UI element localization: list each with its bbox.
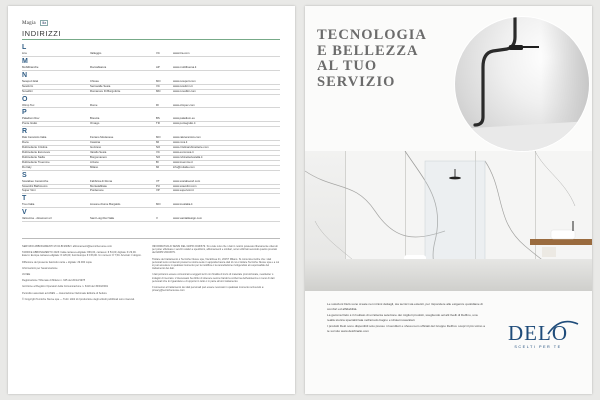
city: Lissone-Fiume Borgaldo	[90, 203, 121, 207]
directory-letter: L	[22, 44, 27, 51]
legal-paragraph: Il consenso al trattamento dei dati personali può essere revocato in qualsiasi momento scrivendo a: privacy@tecnichenuove.com	[152, 286, 264, 293]
company-name: Olimp Tec	[22, 103, 35, 107]
city: Sant Luigi Del Valle	[90, 217, 115, 221]
left-page	[8, 6, 295, 394]
city: Pordenone	[90, 189, 104, 193]
advert-headline	[317, 28, 427, 90]
website[interactable]: www.rubinetteriestella.it	[173, 155, 203, 159]
city: Montelabbate	[90, 184, 107, 188]
province: MI	[156, 141, 160, 145]
footer-divider	[22, 238, 280, 239]
province: NO	[156, 146, 161, 150]
city: Gozzano	[90, 146, 102, 150]
province: VP	[156, 189, 160, 193]
province: VC	[156, 150, 160, 154]
directory-row	[22, 52, 280, 57]
website[interactable]: www.treemme.it	[173, 160, 193, 164]
brand-tagline: SCELTI PER TE	[514, 345, 562, 349]
website[interactable]: www.olmpec.com	[173, 103, 195, 107]
headline-line: E BELLEZZA	[317, 42, 419, 59]
directory-group	[22, 72, 280, 95]
directory-letter: M	[22, 57, 28, 65]
magazine-logo	[22, 20, 48, 26]
legal-paragraph: JUXEE	[22, 273, 31, 277]
website[interactable]: www.pontegiulio.it	[173, 122, 196, 126]
province: MI	[156, 165, 160, 169]
province: VT	[156, 179, 160, 183]
province: AP	[156, 65, 160, 69]
website[interactable]: www.roca.it	[173, 141, 188, 145]
website[interactable]: www.novellini.com	[173, 89, 196, 93]
website[interactable]: www.scavolini.com	[173, 184, 197, 188]
delo-logo	[488, 322, 588, 349]
website[interactable]: www.scarabeosrl.com	[173, 179, 201, 183]
city: Serravalle Sesia	[90, 84, 111, 88]
headline-line: SERVIZIO	[317, 73, 396, 90]
directory-letter: V	[22, 209, 27, 217]
faucet-icon	[455, 17, 590, 152]
company-name: Ponte Giulio	[22, 122, 38, 126]
right-page-advert	[305, 6, 592, 394]
province: MO	[156, 136, 161, 140]
province: V	[156, 217, 158, 221]
bathroom-floor	[305, 259, 592, 291]
legal-paragraph: Titolare del trattamento è Tecniche Nuove spa, Via Eritrea 21, 20157 Milano. Si comunica inoltre che i dati personali sono contenuti presso la nostra sede in apposita banca dati di cui è titolare Tecniche Nuove spa e a cui si può accedere in qualsiasi momento per la modifica o la cancellazione rivolgendosi al responsabile del trattamento dei dati.	[152, 257, 280, 271]
company-name: Rak Ceramics Italia	[22, 136, 47, 140]
directory-letter: P	[22, 109, 27, 117]
directory-group	[22, 172, 280, 195]
legal-column-2	[152, 245, 280, 295]
city: Brescia	[90, 117, 100, 121]
heading-divider	[22, 39, 280, 40]
company-name: Lira	[22, 52, 27, 55]
website[interactable]: info@ruitalia.com	[173, 165, 195, 169]
directory-group	[22, 209, 280, 222]
legal-paragraph: Registrazione Tribunale di Milano n. 645 del 20/12/1978	[22, 279, 86, 283]
province: TR	[156, 122, 160, 126]
website[interactable]: www.mobilbuona.it	[173, 65, 197, 69]
city: Borgomanero	[90, 155, 107, 159]
company-name: Novellini	[22, 89, 33, 93]
legal-paragraph: INFORMATIVA AI SENSI DEL GDPR 2016/679. Si rende noto che i dati in nostro possesso liberamente ottenuti per poter effettuare i servizi relativi a spedizioni, abbonamenti e similari, sono utilizzati secondo quanto previsto dal GDPR 2016/679.	[152, 245, 278, 255]
website[interactable]: www.euronova.it	[173, 150, 194, 154]
directory-letter: R	[22, 128, 28, 136]
directory-group	[22, 58, 280, 71]
company-name: Rubinetterie Cristina	[22, 146, 48, 150]
headline-line: AL TUO	[317, 58, 378, 74]
city: Roccabianca	[90, 65, 107, 69]
directory-group	[22, 96, 280, 109]
bathroom-photo	[305, 151, 592, 291]
legal-paragraph: I dati potranno essere comunicati a soggetti terzi con finalità di invio di materiale promozionale, newsletter o indagini di mercato. L'interessato ha diritto di ottenere senza ritardo la conferma dell'esistenza o meno di dati personali che lo riguardano e di opporsi in tutto o in parte al loro trattamento.	[152, 273, 275, 283]
website[interactable]: www.supervimi.it	[173, 189, 194, 193]
legal-paragraph: TARIFFE ABBONAMENTO 2023: Italia cartaceo+digitale: €69,00, cartaceo: € 54,00; digitale: € 29,00. Estero: Europa cartaceo+digitale: € 126,00; fuori Europa: € 153,00. Un numero: € 7,50. Arretrati: il doppio.	[22, 251, 142, 258]
city: Milano	[90, 165, 99, 169]
province: RI	[156, 103, 159, 107]
body-paragraph: Le soluzioni Delò sono create nei minimi dettagli, sia tecnici sia estetici, per rispondere alle esigenze quotidiane di comfort ed affidabilità.	[327, 302, 483, 311]
website[interactable]: www.rakceramics.com	[173, 136, 201, 140]
city: Fiorano Modenese	[90, 136, 114, 140]
logo-badge: Illa	[41, 21, 47, 25]
website[interactable]: www.vanitaldesign.com	[173, 217, 203, 221]
province: VC	[156, 52, 160, 55]
province: MN	[156, 89, 161, 93]
directory-group	[22, 109, 280, 127]
directory-row	[22, 189, 280, 194]
city: Chiusa	[90, 79, 99, 83]
directory-row	[22, 122, 280, 127]
directory-group	[22, 128, 280, 170]
city: Fabbrica di Roma	[90, 179, 113, 183]
company-name: Rubinetterie Treemme	[22, 160, 50, 164]
province: VC	[156, 84, 160, 88]
body-paragraph: La gamma Delò è il risultato di un'attenta selezione dei migliori prodotti, scegliendo ad alti livelli di Delfino, una realtà storica specializzata nell'arredo bagno e idrotermosanitari.	[327, 313, 478, 322]
company-name: Roca	[22, 141, 29, 145]
logo-text: Magia	[22, 20, 36, 26]
province: BI	[156, 160, 159, 164]
city: Cassina	[90, 141, 101, 145]
company-name: Paladium Rev	[22, 117, 40, 121]
directory-row	[22, 66, 280, 71]
legal-paragraph: Periodico associato ad ANES — Associazione Nazionale Editoria di Settore	[22, 291, 107, 295]
directory-row	[22, 203, 280, 208]
faucet-detail-photo	[454, 16, 590, 152]
website[interactable]: www.newform.it	[173, 84, 193, 88]
page-heading: INDIRIZZI	[22, 29, 62, 38]
company-name: Newport Etal	[22, 79, 39, 83]
address-directory	[22, 44, 280, 223]
advert-body	[327, 302, 485, 336]
logo-swoosh-icon	[546, 318, 580, 336]
directory-row	[22, 90, 280, 95]
directory-row	[22, 166, 280, 171]
legal-column-1	[22, 245, 144, 304]
company-name: Scavolini Bathrooms	[22, 184, 48, 188]
legal-paragraph: Diffusione del presente fascicolo carta + digitale: 29.000 copie	[22, 260, 92, 264]
company-name: Valcucina - dinamoni.srl	[22, 217, 52, 221]
province: NO	[156, 155, 161, 159]
legal-paragraph: Informazioni per l'assicurazione	[22, 266, 58, 270]
website[interactable]: www.newport.com	[173, 79, 196, 83]
brand-name: DELO	[508, 321, 568, 345]
company-name: Super Vimi	[22, 189, 36, 193]
directory-row	[22, 217, 280, 222]
city: Ornago	[90, 122, 100, 126]
directory-row	[22, 104, 280, 109]
company-name: Treo Italia	[22, 203, 35, 207]
city: Rome	[90, 103, 98, 107]
legal-paragraph: Iscrizione al Registro Operatori della Comunicazione n. 6419 del 30/04/2001	[22, 285, 109, 289]
company-name: Ru Italy	[22, 165, 32, 169]
company-name: Rubinetterie Euronova	[22, 150, 50, 154]
city: Valleggio	[90, 52, 102, 55]
directory-letter: O	[22, 95, 28, 103]
company-name: Newform	[22, 84, 34, 88]
website[interactable]: www.lira.com	[173, 52, 190, 55]
company-name: Scarabeo Ceramiche	[22, 179, 49, 183]
city: Arzano	[90, 160, 99, 164]
directory-letter: S	[22, 171, 27, 179]
directory-group	[22, 44, 280, 57]
directory-letter: N	[22, 71, 28, 79]
province: MO	[156, 203, 161, 207]
company-name: Mobilbianche	[22, 65, 39, 69]
legal-paragraph: SERVIZIO ABBONAMENTI MI 02.8193082 / abbonamenti@tecnichenuove.com	[22, 245, 113, 248]
province: BS	[156, 117, 160, 121]
directory-letter: T	[22, 195, 27, 203]
directory-group	[22, 195, 280, 208]
city: Varallo Sesia	[90, 150, 107, 154]
company-name: Rubinetterie Stella	[22, 155, 45, 159]
province: PU	[156, 184, 160, 188]
province: MO	[156, 79, 161, 83]
website[interactable]: www.paladium.eu	[173, 117, 195, 121]
website[interactable]: www.treoitalia.it	[173, 203, 193, 207]
website[interactable]: www.cristinarubinetterie.com	[173, 146, 209, 150]
legal-paragraph: © Copyright Tecniche Nuove spa — Tutti i diritti di riproduzione degli articoli pubblicati sono riservati.	[22, 297, 135, 301]
headline-line: TECNOLOGIA	[317, 27, 427, 43]
city: Romanore Di Borgoforte	[90, 89, 121, 93]
body-paragraph: I prodotti Delò sono disponibili solo presso i rivenditori e show-room ufficiali del Gruppo Delfino: scopri il più vicino a te sul sito www.delofinalio.com	[327, 324, 485, 333]
